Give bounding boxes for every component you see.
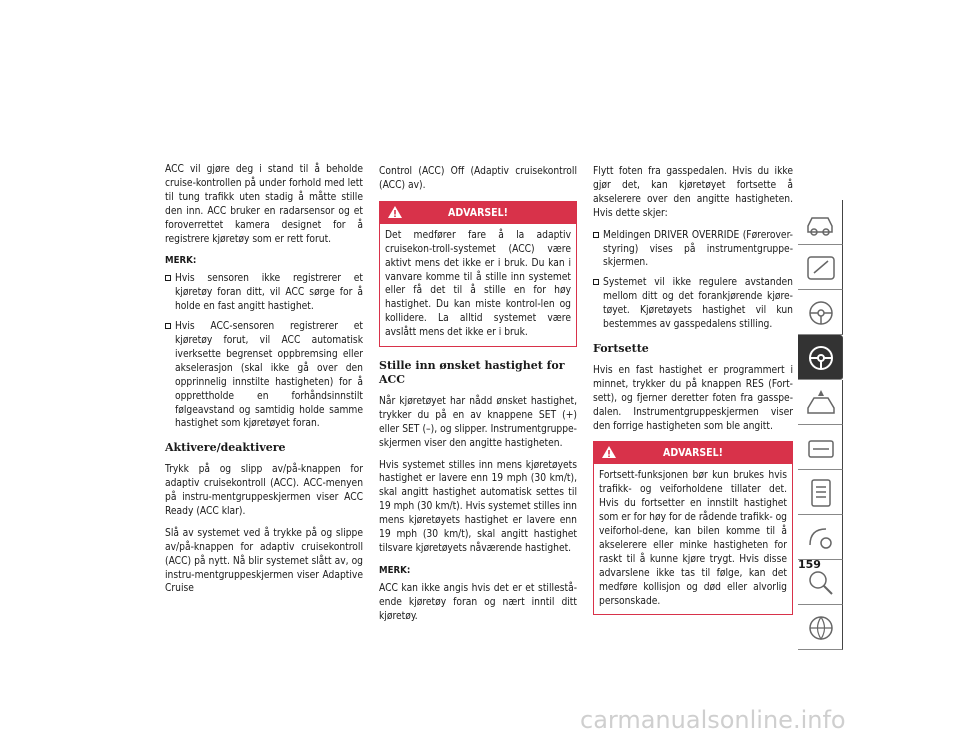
- tab-steering-wheel[interactable]: [798, 290, 843, 335]
- note-bullets: [165, 272, 363, 431]
- multimedia-icon: [804, 521, 838, 555]
- note-label: MERK:: [379, 564, 411, 576]
- paragraph: Control (ACC) Off (Adaptiv cruisekontroll (ACC) av).: [379, 166, 577, 191]
- maintenance-icon: [804, 431, 838, 465]
- page-number: 159: [798, 558, 821, 571]
- tab-language[interactable]: [798, 605, 843, 650]
- paragraph: Trykk på og slipp av/på-knappen for adaptiv cruisekontroll (ACC). ACC-menyen på instru-mentgruppeskjermen viser ACC Ready (ACC klar).: [165, 464, 363, 517]
- paragraph: Hvis en fast hastighet er programmert i minnet, trykker du på knappen RES (Fort-sett), og fjerner deretter foten fra gasspe-dalen. Instrumentgruppeskjermen viser den forrige hastigheten som ble angitt.: [593, 364, 793, 432]
- chapter-tabs: [798, 200, 843, 650]
- section-heading: Fortsette: [593, 341, 649, 355]
- warning-lights-icon: [804, 251, 838, 285]
- paragraph: Slå av systemet ved å trykke på og slippe av/på-knappen for adaptiv cruisekontroll (ACC) på nytt. Nå blir systemet slått av, og instru-mentgruppeskjermen viser Adaptive Cruise: [165, 527, 363, 595]
- column-3: [593, 165, 793, 627]
- paragraph: Flytt foten fra gasspedalen. Hvis du ikke gjør det, kan kjøretøyet fortsette å akselerere over den angitte hastigheten. Hvis dette skjer:: [593, 166, 793, 219]
- column-1: [165, 163, 363, 604]
- bullet-square-icon: [593, 279, 599, 285]
- watermark: carmanualsonline.info: [580, 706, 846, 734]
- paragraph: Hvis systemet stilles inn mens kjøretøyets hastighet er lavere enn 19 mph (30 km/t), skal angitt hastighet automatisk settes til 19 mph (30 km/t). Hvis systemet stilles inn mens kjøretøyets hastighet er lavere enn 19 mph (30 km/t), skal angitt hastighet tilsvare kjøretøyets nåværende hastighet.: [379, 459, 577, 554]
- tab-maintenance[interactable]: [798, 425, 843, 470]
- bullet-square-icon: [593, 232, 599, 238]
- bullet-item: Hvis sensoren ikke registrerer et kjøretøy foran ditt, vil ACC sørge for å holde en fast angitt hastighet.: [165, 272, 363, 314]
- safety-icon: [804, 341, 838, 375]
- tab-warning-lights[interactable]: [798, 245, 843, 290]
- search-icon: [804, 566, 838, 600]
- bullet-square-icon: [165, 323, 171, 329]
- warning-triangle-icon: [387, 205, 403, 219]
- bullet-square-icon: [165, 275, 171, 281]
- paragraph: ACC vil gjøre deg i stand til å beholde cruise-kontrollen på under forhold med lett til tung trafikk uten stadig å måtte stille den inn. ACC bruker en radarsensor og et foroverrettet kamera designet for å registrere kjøretøy som er rett forut.: [165, 164, 363, 245]
- warning-text: Det medfører fare å la adaptiv cruisekon-troll-systemet (ACC) være aktivt mens det ikke er i bruk. Du kan i vanvare komme til å stille inn systemet eller få det til å stille en for høy hastighet. Du kan miste kontrol-len og kollidere. La alltid systemet være avslått mens det ikke er i bruk.: [385, 229, 571, 339]
- tab-multimedia[interactable]: [798, 515, 843, 560]
- bullet-list: [593, 229, 793, 332]
- column-2: [379, 165, 577, 631]
- steering-wheel-icon: [804, 296, 838, 330]
- paragraph: Når kjøretøyet har nådd ønsket hastighet, trykker du på en av knappene SET (+) eller SET (–), og slipper. Instrumentgruppe-skjermen viser den angitte hastigheten.: [379, 395, 577, 449]
- tab-emergency[interactable]: [798, 380, 843, 425]
- tab-safety[interactable]: [798, 335, 843, 380]
- note-text: ACC kan ikke angis hvis det er et stillestå-ende kjøretøy foran og nært inntil ditt kjøretøy.: [379, 582, 577, 622]
- bullet-item: Hvis ACC-sensoren registrerer et kjøretøy forut, vil ACC automatisk iverksette begrenset oppbremsing eller akselerasjon (skal ikke gå over den opprinnelig innstilte hastigheten) for å opprettholde en forhåndsinnstilt følgeavstand og samtidig holde samme hastighet som kjøretøyet foran.: [165, 320, 363, 431]
- warning-triangle-icon: [601, 445, 617, 459]
- tab-car-info[interactable]: [798, 200, 843, 245]
- tab-specifications[interactable]: [798, 470, 843, 515]
- note-label: MERK:: [165, 255, 197, 267]
- section-heading: Aktivere/deaktivere: [165, 441, 286, 455]
- warning-title: ADVARSEL!: [448, 206, 508, 219]
- specifications-icon: [804, 476, 838, 510]
- warning-text: Fortsett-funksjonen bør kun brukes hvis trafikk- og veiforholdene tillater det. Hvis du fortsetter en innstilt hastighet som er for høy for de rådende trafikk- og veiforhol-dene, kan bilen komme til å akselerere eller minke hastigheten for raskt til å kunne kjøre trygt. Hvis disse advarslene ikke tas til følge, kan det medføre kollisjon og død eller alvorlig personskade.: [599, 470, 787, 607]
- warning-box: [593, 441, 793, 615]
- emergency-icon: [804, 386, 838, 420]
- warning-header: [594, 442, 792, 464]
- language-icon: [804, 611, 838, 645]
- section-heading: Stille inn ønsket hastighet for ACC: [379, 359, 565, 386]
- bullet-item: Systemet vil ikke regulere avstanden mellom ditt og det forankjørende kjøre-tøyet. Kjøretøyets hastighet vil kun bestemmes av gasspedalens stilling.: [593, 276, 793, 332]
- car-info-icon: [804, 206, 838, 240]
- warning-title: ADVARSEL!: [663, 447, 723, 460]
- bullet-item: Meldingen DRIVER OVERRIDE (Førerover-styring) vises på instrumentgruppe-skjermen.: [593, 229, 793, 271]
- warning-header: [380, 202, 576, 224]
- warning-box: [379, 201, 577, 347]
